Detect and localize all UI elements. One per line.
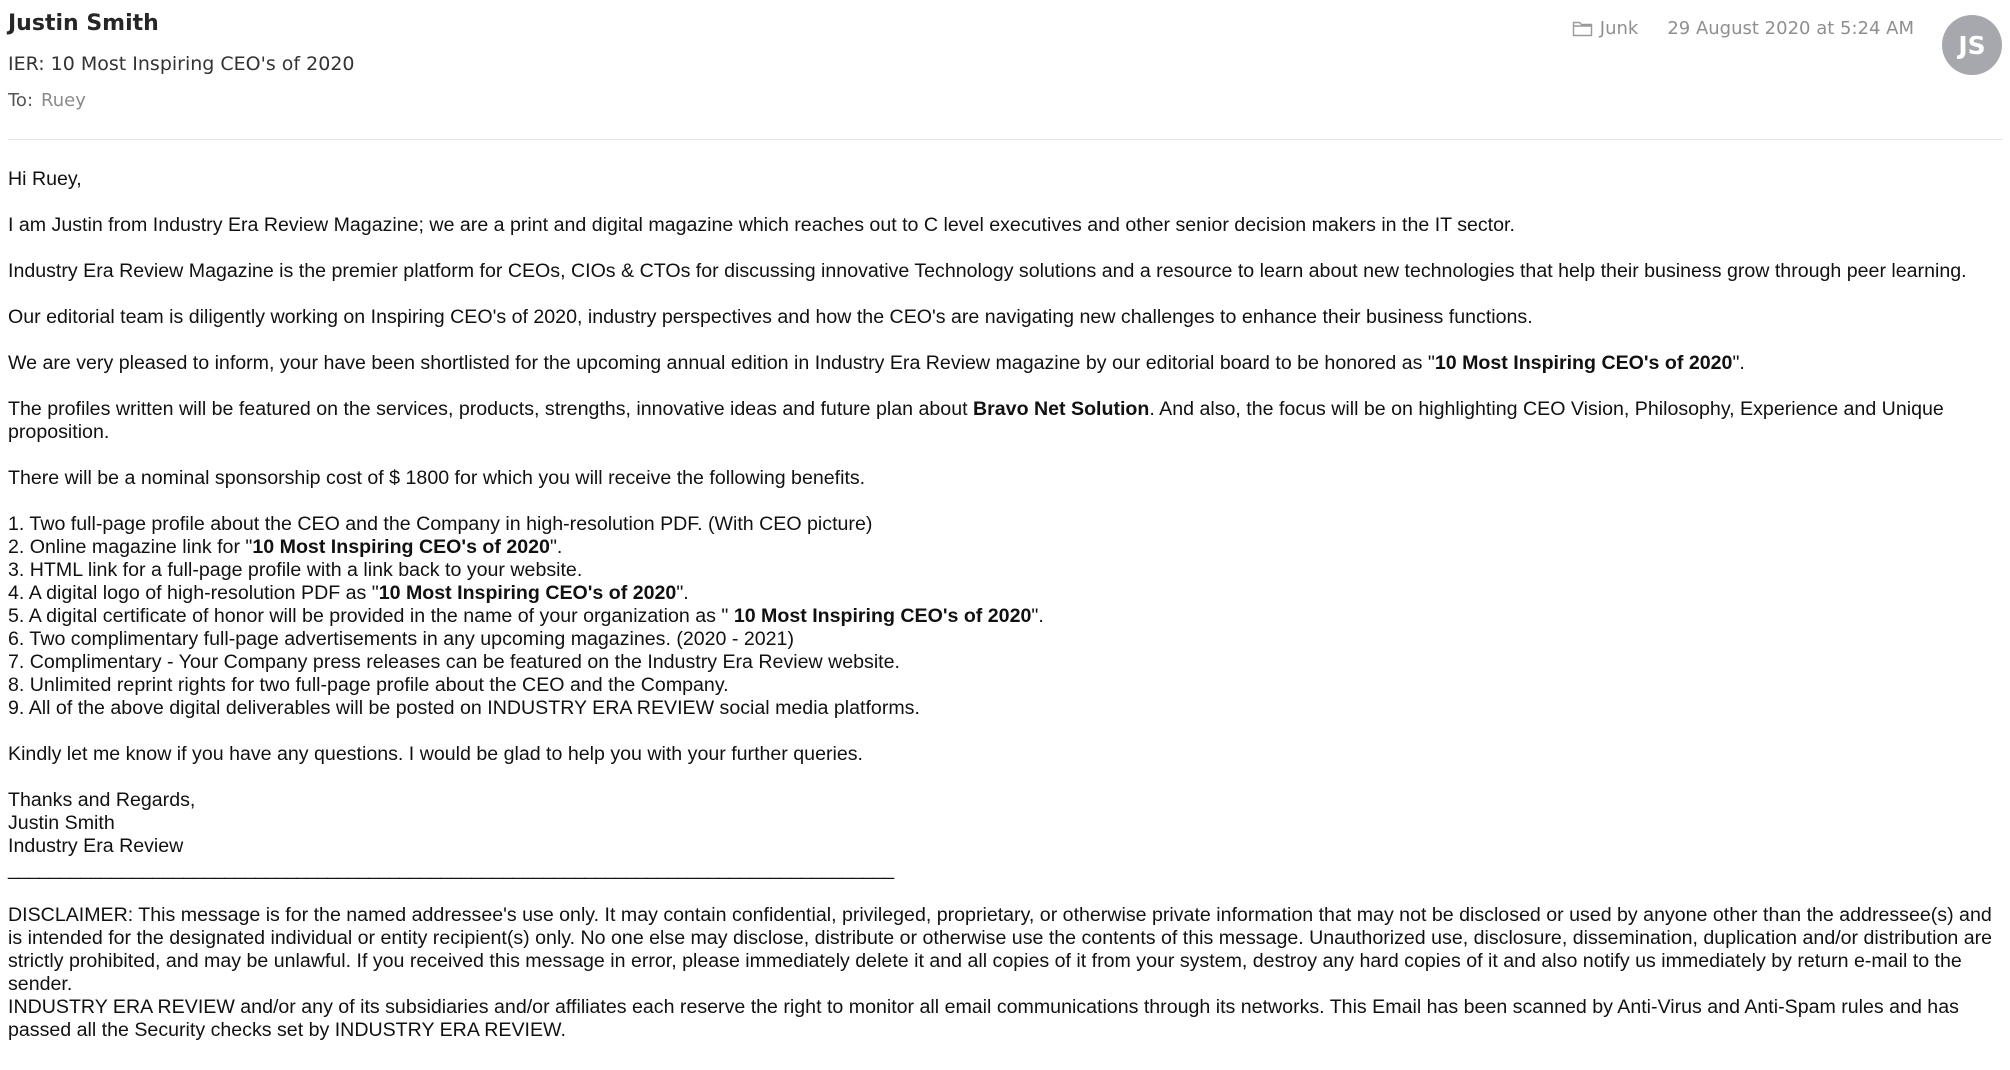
paragraph-platform: Industry Era Review Magazine is the premier platform for CEOs, CIOs & CTOs for discussing innovative Technology solutions and a resource to learn about new technologies that help their business grow through peer learning. [8,260,1967,282]
paragraph-closing: Kindly let me know if you have any questions. I would be glad to help you with your further queries. [8,743,863,765]
benefit-item [8,582,2004,605]
award-title: 10 Most Inspiring CEO's of 2020 [1434,352,1733,374]
message-body [8,168,2004,1042]
text: The profiles written will be featured on the services, products, strengths, innovative ideas and future plan about [8,398,973,420]
text: 2. Online magazine link for " [8,536,253,558]
folder-name[interactable]: Junk [1599,18,1639,39]
disclaimer-monitoring: INDUSTRY ERA REVIEW and/or any of its subsidiaries and/or affiliates each reserve the right to monitor all email communications through its networks. This Email has been scanned by Anti-Virus and Anti-Spam rules and has passed all the Security checks set by INDUSTRY ERA REVIEW. [8,996,1959,1041]
benefit-item: 1. Two full-page profile about the CEO and the Company in high-resolution PDF. (With CEO picture) [8,513,873,535]
award-title: 10 Most Inspiring CEO's of 2020 [733,605,1032,627]
text: ". [676,582,689,604]
message-subject: IER: 10 Most Inspiring CEO's of 2020 [8,53,355,75]
to-label: To: [8,90,34,111]
signature-company: Industry Era Review [8,835,184,857]
paragraph-sponsorship: There will be a nominal sponsorship cost of $ 1800 for which you will receive the following benefits. [8,467,866,489]
text: . And also, the focus will be on highlighting CEO Vision, Philosophy, Experience and Unique proposition. [8,398,1944,443]
sender-name[interactable]: Justin Smith [8,11,159,36]
benefit-item [8,536,2004,559]
text: ". [1732,352,1745,374]
benefit-item [8,605,2004,628]
benefits-list [8,513,2004,720]
paragraph-shortlisted [8,352,2004,375]
text: ". [549,536,563,558]
recipient-line [8,90,86,111]
text: We are very pleased to inform, your have been shortlisted for the upcoming annual edition in Industry Era Review magazine by our editorial board to be honored as " [8,352,1435,374]
signoff: Thanks and Regards, [8,789,196,811]
disclaimer-text: DISCLAIMER: This message is for the named addressee's use only. It may contain confidential, privileged, proprietary, or otherwise private information that may not be disclosed or used by anyone other than the addressee(s) and is intended for the designated individual or entity recipient(s) only. No one else may disclose, distribute or otherwise use the contents of this message. Unauthorized use, disclosure, dissemination, duplication and/or distribution are strictly prohibited, and may be unlawful. If you received this message in error, please immediately delete it and all copies of it from your system, destroy any hard copies of it and also notify us immediately by return e-mail to the sender. [8,904,1993,995]
greeting: Hi Ruey, [8,168,82,190]
benefit-item: 6. Two complimentary full-page advertisements in any upcoming magazines. (2020 - 2021) [8,628,794,650]
folder-icon [1572,20,1593,37]
benefit-item: 3. HTML link for a full-page profile with a link back to your website. [8,559,583,581]
benefit-item: 8. Unlimited reprint rights for two full-page profile about the CEO and the Company. [8,674,729,696]
sender-avatar[interactable]: JS [1942,15,2002,75]
benefit-item: 7. Complimentary - Your Company press releases can be featured on the Industry Era Review website. [8,651,900,673]
benefit-item: 9. All of the above digital deliverables will be posted on INDUSTRY ERA REVIEW social media platforms. [8,697,920,719]
award-title: 10 Most Inspiring CEO's of 2020 [252,536,550,558]
paragraph-intro: I am Justin from Industry Era Review Magazine; we are a print and digital magazine which reaches out to C level executives and other senior decision makers in the IT sector. [8,214,1515,236]
signature-separator: ______________________________________________________________________________________ [8,858,894,880]
award-title: 10 Most Inspiring CEO's of 2020 [378,582,677,604]
paragraph-profiles [8,398,2004,444]
message-header [8,0,2002,140]
signature-name: Justin Smith [8,812,115,834]
message-meta [1572,18,1914,39]
message-date: 29 August 2020 at 5:24 AM [1667,18,1914,39]
recipient-name[interactable]: Ruey [41,90,86,111]
text: 5. A digital certificate of honor will be provided in the name of your organization as " [8,605,734,627]
text: 4. A digital logo of high-resolution PDF as " [8,582,379,604]
company-name: Bravo Net Solution [973,398,1150,420]
text: ". [1031,605,1044,627]
paragraph-editorial: Our editorial team is diligently working on Inspiring CEO's of 2020, industry perspectives and how the CEO's are navigating new challenges to enhance their business functions. [8,306,1533,328]
